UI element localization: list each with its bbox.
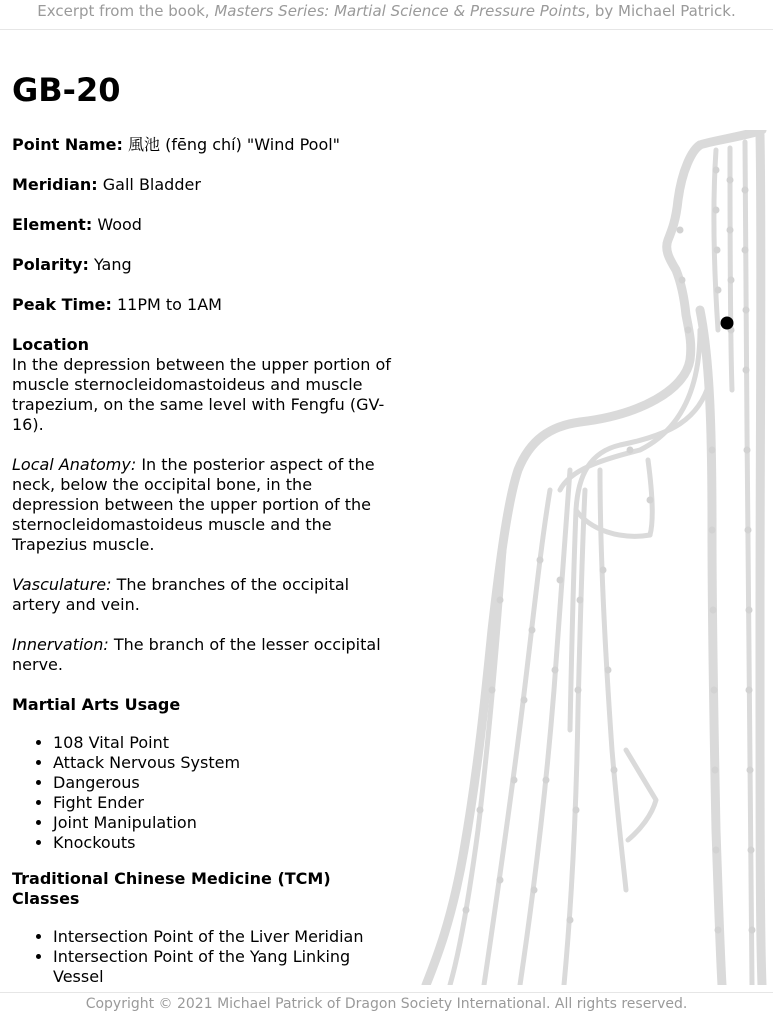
vasculature-text: The branches of the occipital artery and vein. [12, 575, 350, 614]
header-suffix: , by Michael Patrick. [585, 2, 736, 20]
field-label: Point Name: [12, 135, 123, 154]
innervation-paragraph [12, 635, 402, 675]
element-field [12, 215, 402, 235]
local-anatomy-text: In the posterior aspect of the neck, below the occipital bone, in the depression between the upper portion of the sternocleidomastoideus muscle and the Trapezius muscle. [12, 455, 375, 554]
point-name-field [12, 135, 402, 155]
martial-arts-list [12, 733, 402, 853]
martial-arts-heading: Martial Arts Usage [12, 695, 181, 714]
vasculature-label: Vasculature: [12, 575, 112, 594]
gb20-point-marker [721, 317, 734, 330]
field-value: 風池 (fēng chí) "Wind Pool" [128, 135, 341, 154]
list-item: • Attack Nervous System [53, 753, 402, 773]
field-label: Peak Time: [12, 295, 112, 314]
list-item: • Knockouts [53, 833, 402, 853]
local-anatomy-paragraph [12, 455, 402, 555]
field-label: Polarity: [12, 255, 89, 274]
innervation-label: Innervation: [12, 635, 109, 654]
list-item: • Fight Ender [53, 793, 402, 813]
tcm-classes-list [12, 927, 402, 987]
polarity-field [12, 255, 402, 275]
tcm-heading: Traditional Chinese Medicine (TCM) Classes [12, 869, 331, 908]
field-label: Meridian: [12, 175, 98, 194]
copyright-footer: Copyright © 2021 Michael Patrick of Dragon Society International. All rights reserved. [0, 992, 773, 1024]
list-item: • Joint Manipulation [53, 813, 402, 833]
book-title: Masters Series: Martial Science & Pressure Points [214, 2, 586, 20]
innervation-text: The branch of the lesser occipital nerve. [12, 635, 381, 674]
body-meridian-illustration [400, 130, 773, 985]
location-heading: Location [12, 335, 89, 354]
field-value: 11PM to 1AM [117, 295, 222, 314]
book-excerpt-header [0, 0, 773, 30]
vasculature-paragraph [12, 575, 402, 615]
field-label: Element: [12, 215, 93, 234]
field-value: Wood [97, 215, 142, 234]
field-value: Yang [93, 255, 132, 274]
peak-time-field [12, 295, 402, 315]
list-item: • Intersection Point of the Yang Linking Vessel [53, 947, 402, 987]
list-item: • Dangerous [53, 773, 402, 793]
header-prefix: Excerpt from the book, [37, 2, 215, 20]
meridian-field [12, 175, 402, 195]
meridian-lines [450, 142, 752, 985]
list-item: • Intersection Point of the Liver Meridian [53, 927, 402, 947]
page-title: GB-20 [12, 71, 121, 109]
location-text: In the depression between the upper portion of muscle sternocleidomastoideus and muscle trapezium, on the same level with Fengfu (GV-16). [12, 355, 391, 434]
local-anatomy-label: Local Anatomy: [12, 455, 137, 474]
field-value: Gall Bladder [102, 175, 201, 194]
list-item: • 108 Vital Point [53, 733, 402, 753]
point-details [12, 70, 402, 1003]
